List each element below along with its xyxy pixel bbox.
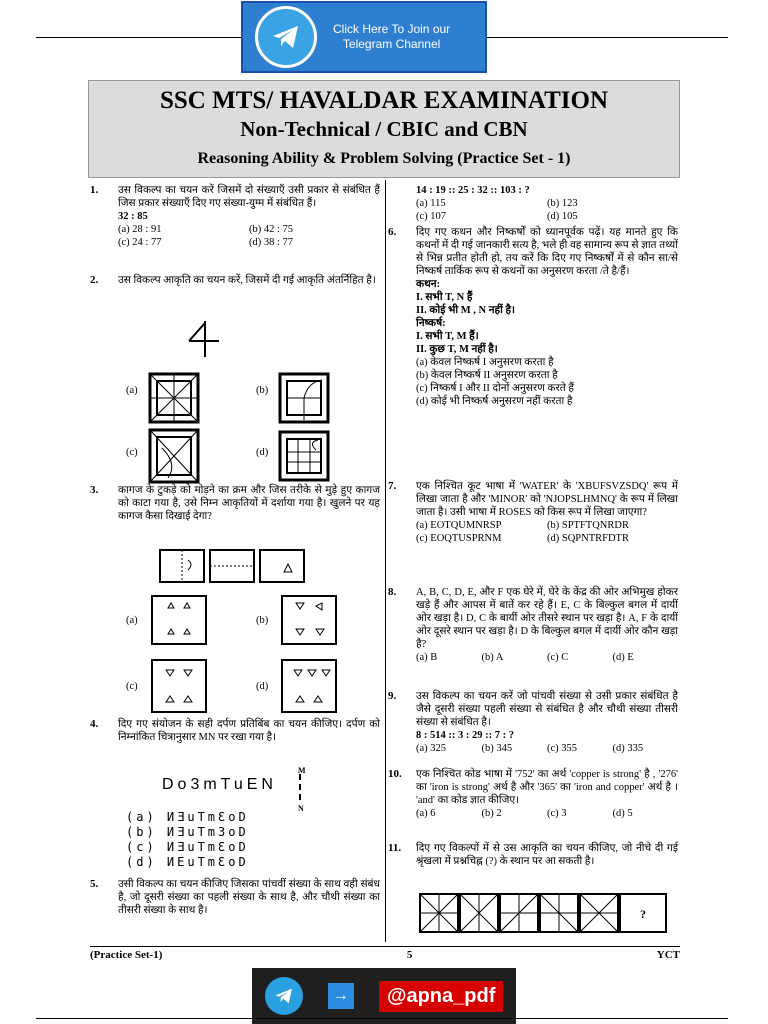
option-b[interactable]: (b) 42 : 75 [249, 224, 294, 235]
conclusions-label: निष्कर्ष: [416, 318, 446, 329]
option-c[interactable]: (c) 107 [416, 211, 447, 222]
option-b[interactable]: (b) 2 [481, 808, 502, 819]
question-number: 2. [90, 274, 99, 286]
option-a[interactable]: (a) 115 [416, 198, 446, 209]
option-b[interactable]: (b) 123 [547, 198, 578, 209]
footer-set: (Practice Set-1) [90, 949, 163, 961]
number-series: 8 : 514 :: 3 : 29 :: 7 : ? [416, 730, 514, 741]
folding-sequence [158, 546, 308, 586]
question-1 [90, 184, 380, 249]
option-label-c: (c) [126, 681, 138, 692]
apna-pdf-banner[interactable] [252, 968, 516, 1024]
option-label-a: (a) [126, 385, 138, 396]
option-c[interactable]: (c) 355 [547, 743, 578, 754]
question-number: 8. [388, 586, 397, 598]
question-text: उस विकल्प का चयन करें जो पांचवी संख्या से उसी प्रकार संबंधित है जैसे दूसरी संख्या पहली संख्या से संबंधित है और चौथी संख्या तीसरी संख्या से संबंधित है। [416, 691, 678, 728]
statements-label: कथन: [416, 279, 441, 290]
footer-publisher: YCT [656, 949, 680, 961]
question-number: 5. [90, 878, 99, 890]
question-number: 11. [388, 842, 402, 854]
q2-option-b-figure[interactable] [278, 372, 330, 424]
option-b[interactable]: (b) 345 [481, 743, 513, 754]
options [118, 223, 380, 249]
telegram-icon [255, 6, 317, 68]
question-5-continued [388, 184, 678, 223]
question-9 [388, 690, 678, 755]
option-b[interactable]: (b) केवल निष्कर्ष II अनुसरण करता है [416, 370, 558, 381]
question-number: 6. [388, 226, 397, 238]
banner-line1: Click Here To Join our [333, 22, 451, 36]
statement-1: I. सभी T, N हैं [416, 292, 473, 303]
option-c[interactable]: (c) C [547, 652, 569, 663]
option-c[interactable]: (c) ИƎuTmƐoD [126, 840, 249, 854]
question-text: उसी विकल्प का चयन कीजिए जिसका पांचवीं संख्या के साथ वही संबंध है, जो दूसरी संख्या का पहली संख्या के साथ है, और चौथी संख्या का तीसरी संख्या के साथ है। [118, 879, 380, 916]
q4-options [126, 810, 249, 870]
question-text: एक निश्चित कोड भाषा में '752' का अर्थ 'copper is strong' है , '276' का 'iron is strong' अर्थ है और '365' का 'iron and copper' अर्थ है । 'and' का कोड ज्ञात कीजिए। [416, 769, 678, 806]
series-box-5 [580, 894, 618, 932]
option-c[interactable]: (c) 3 [547, 808, 567, 819]
option-b[interactable]: (b) A [481, 652, 504, 663]
option-a[interactable]: (a) EOTQUMNRSP [416, 520, 502, 531]
question-number: 10. [388, 768, 402, 780]
option-label-d: (d) [256, 681, 269, 692]
options [416, 519, 678, 545]
question-text: A, B, C, D, E, और F एक घेरे में, घेरे के केंद्र की ओर अभिमुख होकर खड़े हैं और आपस में बातें कर रहे हैं। E, C के बिल्कुल बगल में दायीं ओर खड़ा है। D, C के बायीं ओर तीसरे स्थान पर खड़ा है। A, F के दायीं ओर दूसरे स्थान पर खड़ा है। D के बिल्कुल बगल में दायीं ओर कौन खड़ा है? [416, 587, 678, 650]
option-d[interactable]: (d) 105 [547, 211, 578, 222]
question-mark: ? [640, 907, 646, 921]
footer-page-number: 5 [406, 949, 413, 961]
option-c[interactable]: (c) EOQTUSPRNM [416, 533, 502, 544]
telegram-banner-text [333, 22, 450, 52]
telegram-icon [265, 977, 303, 1015]
question-5 [90, 878, 380, 917]
option-d[interactable]: (d) कोई भी निष्कर्ष अनुसरण नहीं करता है [416, 396, 573, 407]
option-label-b: (b) [256, 385, 269, 396]
question-3 [90, 484, 380, 523]
given-figure [185, 319, 225, 359]
option-label-c: (c) [126, 447, 138, 458]
question-2 [90, 274, 380, 287]
conclusion-1: I. सभी T, M हैं। [416, 331, 479, 342]
option-a[interactable]: (a) B [416, 652, 438, 663]
option-label-b: (b) [256, 615, 269, 626]
statement-2: II. कोई भी M , N नहीं है। [416, 305, 516, 316]
question-text: एक निश्चित कूट भाषा में 'WATER' के 'XBUFSVZSDQ' रूप में लिखा जाता है और 'MINOR' को 'NJOPSLHMNQ' के रूप में लिखा जाता है। उसी भाषा में ROSES को किस रूप में लिखा जाएगा? [416, 481, 678, 518]
page-footer [90, 946, 680, 961]
option-d[interactable]: (d) ИEuTmƐoD [126, 855, 249, 869]
series-box-1 [420, 894, 458, 932]
question-text: दिए गए संयोजन के सही दर्पण प्रतिबिंब का चयन कीजिए। दर्पण को निम्नांकित चित्रानुसार MN पर रखा गया है। [118, 719, 380, 743]
question-number: 7. [388, 480, 397, 492]
question-text: दिए गए विकल्पों में से उस आकृति का चयन कीजिए, जो नीचे दी गई श्रृंखला में प्रश्नचिह्न (?) के स्थान पर आ सकती है। [416, 843, 678, 867]
options [416, 742, 678, 755]
series-box-2 [460, 894, 498, 932]
question-text: उस विकल्प का चयन करें जिसमें दो संख्याएँ उसी प्रकार से संबंधित हैं जिस प्रकार संख्याएँ दिए गए संख्या-युग्म में संबंधित हैं। [118, 185, 380, 209]
conclusion-2: II. कुछ T, M नहीं है। [416, 344, 498, 355]
question-7 [388, 480, 678, 545]
mirror-label-m: M [298, 766, 306, 775]
option-d[interactable]: (d) 335 [612, 743, 644, 754]
question-number: 9. [388, 690, 397, 702]
question-text: उस विकल्प आकृति का चयन करें, जिसमें दी गई आकृति अंतर्निहित है। [118, 275, 376, 286]
question-text: कागज के टुकड़े को मोड़ने का क्रम और जिस तरीके से मुड़े हुए कागज को काटा गया है, उसे निम्न आकृतियों में दर्शाया गया है। खुलने पर यह कागज कैसा दिखाई देगा? [118, 485, 380, 522]
question-6 [388, 226, 678, 408]
question-8 [388, 586, 678, 664]
bottom-rule [36, 1018, 728, 1019]
series-box-4 [540, 894, 578, 932]
options [416, 807, 678, 820]
option-d[interactable]: (d) 38 : 77 [249, 237, 294, 248]
section-title: Reasoning Ability & Problem Solving (Practice Set - 1) [197, 150, 571, 167]
option-c[interactable]: (c) 24 : 77 [118, 237, 162, 248]
question-number: 3. [90, 484, 99, 496]
option-b[interactable]: (b) SPTFTQNRDR [547, 520, 629, 531]
telegram-join-banner[interactable] [241, 1, 487, 73]
option-c[interactable]: (c) निष्कर्ष I और II दोनों अनुसरण करते हैं [416, 383, 574, 394]
mirror-word: Do3mTuEN [162, 776, 277, 793]
column-divider [385, 180, 386, 942]
banner-line2: Telegram Channel [342, 37, 441, 51]
mirror-label-n: N [298, 804, 304, 813]
question-11 [388, 842, 678, 868]
exam-subtitle: Non-Technical / CBIC and CBN [240, 117, 528, 141]
q3-option-b-figure[interactable] [278, 594, 340, 646]
option-a[interactable]: (a) 6 [416, 808, 436, 819]
option-label-d: (d) [256, 447, 269, 458]
option-a[interactable]: (a) ИƎuTmƐoD [126, 810, 249, 824]
channel-handle: @apna_pdf [379, 981, 503, 1012]
option-a[interactable]: (a) केवल निष्कर्ष I अनुसरण करता है [416, 357, 554, 368]
arrow-right-icon: → [328, 983, 354, 1009]
option-d[interactable]: (d) 5 [612, 808, 633, 819]
q2-option-d-figure[interactable] [278, 430, 330, 482]
q3-option-a-figure[interactable] [148, 594, 210, 646]
question-4 [90, 718, 380, 744]
options [416, 651, 678, 664]
question-10 [388, 768, 678, 820]
question-number: 4. [90, 718, 99, 730]
option-a[interactable]: (a) 28 : 91 [118, 224, 162, 235]
exam-title: SSC MTS/ HAVALDAR EXAMINATION [160, 87, 608, 114]
series-box-3 [500, 894, 538, 932]
option-b[interactable]: (b) ИƎuTm3oD [126, 825, 249, 839]
mirror-line [299, 774, 301, 800]
number-pair: 32 : 85 [118, 211, 148, 222]
question-number: 1. [90, 184, 99, 196]
q2-option-a-figure[interactable] [148, 372, 200, 424]
exam-header [88, 80, 680, 178]
option-d[interactable]: (d) E [612, 652, 634, 663]
options [416, 197, 678, 223]
question-text: दिए गए कथन और निष्कर्षों को ध्यानपूर्वक पढ़ें। यह मानते हुए कि कथनों में दी गई जानकारी सत्य है, भले ही वह सामान्य रूप से ज्ञात तथ्यों से भिन्न प्रतीत होती हो, तय करें कि दिए गए निष्कर्षों में से कौन सा/से निष्कर्ष तार्किक रूप से कथनों का अनुसरण करता /ते है/हैं। [416, 227, 678, 277]
option-d[interactable]: (d) SQPNTRFDTR [547, 533, 629, 544]
q3-option-c-figure[interactable] [148, 658, 210, 714]
q3-option-d-figure[interactable] [278, 658, 340, 714]
option-label-a: (a) [126, 615, 138, 626]
figure-series [418, 892, 678, 934]
option-a[interactable]: (a) 325 [416, 743, 447, 754]
number-series: 14 : 19 :: 25 : 32 :: 103 : ? [416, 185, 530, 196]
q2-option-c-figure[interactable] [148, 428, 200, 484]
